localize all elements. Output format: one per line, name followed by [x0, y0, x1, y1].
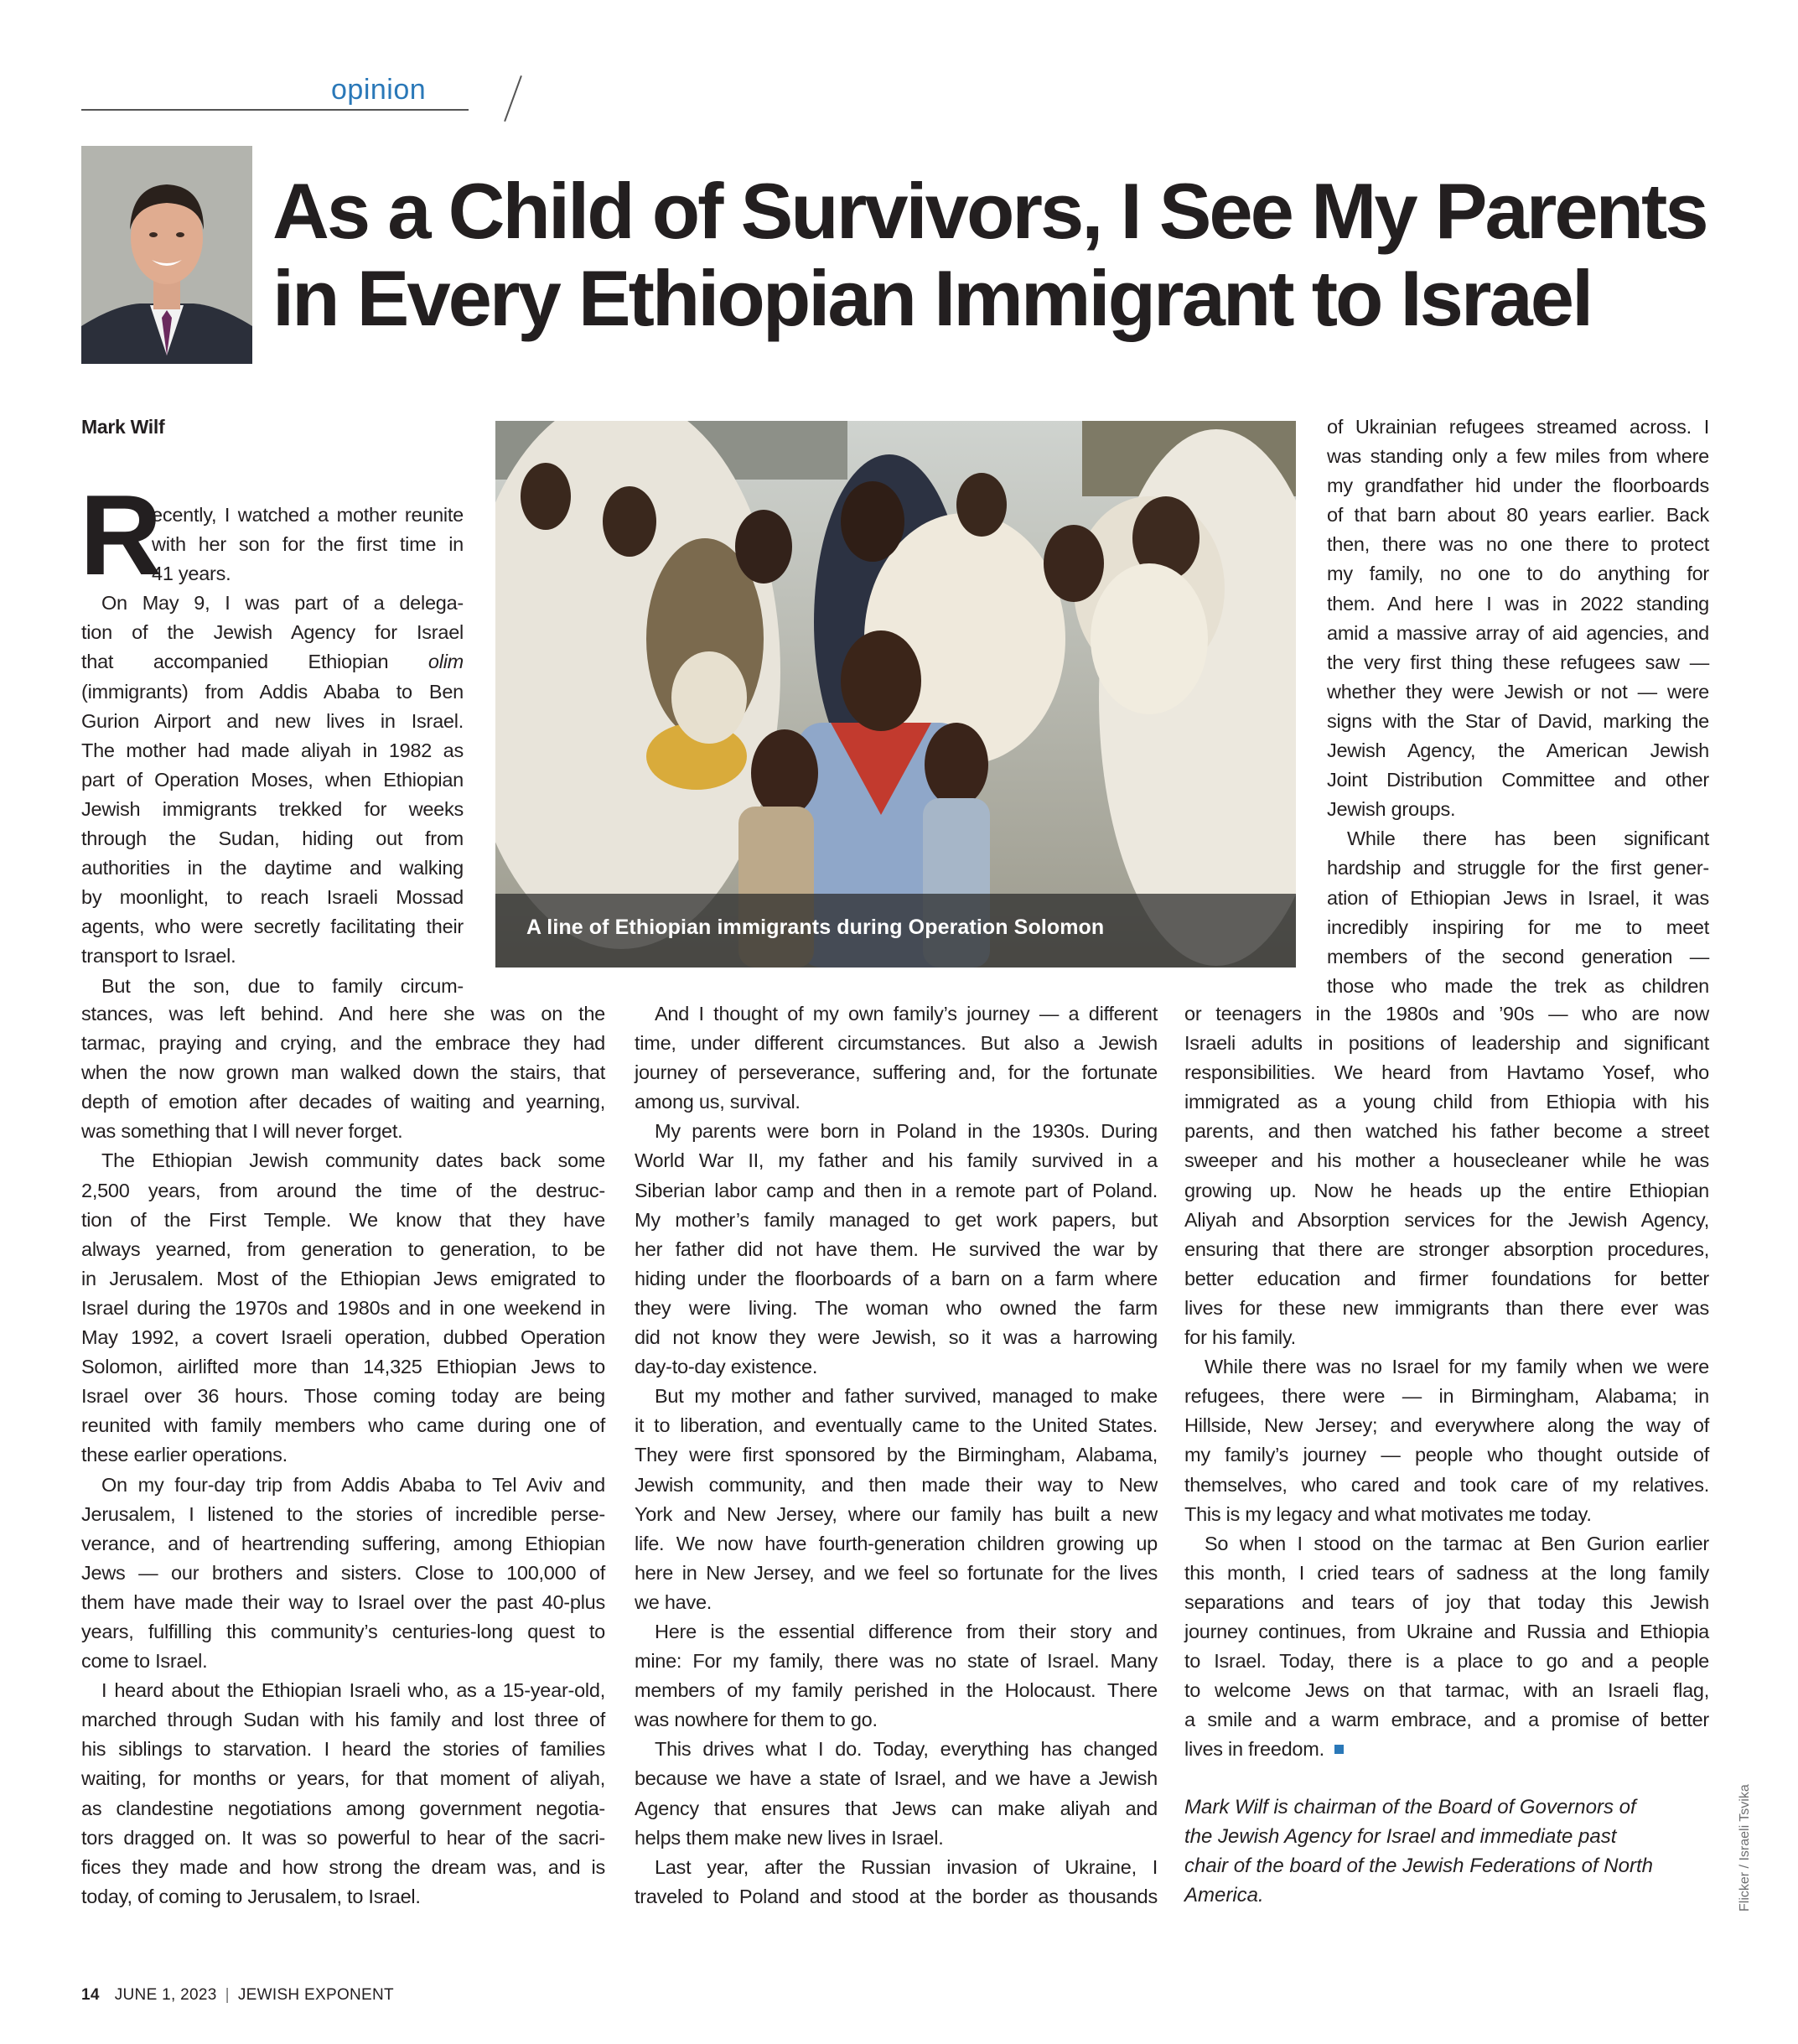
text-line: members of my family perished in the Holocaust. There — [635, 1679, 1158, 1702]
text-line: 2,500 years, from around the time of the destruc- — [81, 1179, 605, 1201]
text-line: sweeper and his mother a housecleaner while he was — [1184, 1149, 1709, 1172]
text-line: come to Israel. — [81, 1650, 208, 1673]
text-line: members of the second generation — — [1327, 945, 1709, 968]
text-line: My mother’s family managed to get work papers, but — [635, 1208, 1158, 1231]
text-line: tion of the Jewish Agency for Israel — [81, 621, 464, 644]
text-line: The Ethiopian Jewish community dates back some — [101, 1149, 605, 1172]
text-line: amid a massive array of aid agencies, and — [1327, 621, 1709, 644]
text-line: this month, I cried tears of sadness at the long family — [1184, 1561, 1709, 1584]
text-line: ensuring that there are stronger absorption procedures, — [1184, 1237, 1709, 1260]
text-line: helps them make new lives in Israel. — [635, 1826, 944, 1849]
section-header — [81, 74, 475, 116]
text-line: refugees, there were — in Birmingham, Alabama; in — [1184, 1385, 1709, 1408]
text-line: parents, and then watched his father become a street — [1184, 1120, 1709, 1143]
text-line: time, under different circumstances. But also a Jewish — [635, 1032, 1158, 1055]
text-line: with her son for the first time in — [152, 533, 464, 556]
photo-credit: Flicker / Israeli Tsvika — [1738, 1784, 1752, 1912]
text-line: as clandestine negotiations among government negotia- — [81, 1797, 605, 1819]
text-line: On May 9, I was part of a delega- — [101, 592, 464, 615]
text-line: On my four-day trip from Addis Ababa to Tel Aviv and — [101, 1473, 605, 1496]
text-line: life. We now have fourth-generation children growing up — [635, 1532, 1158, 1554]
text-line: did not know they were Jewish, so it was a harrowing — [635, 1326, 1158, 1349]
text-line: separations and tears of joy that today this Jewish — [1184, 1590, 1709, 1613]
text-line: stances, was left behind. And here she was on the — [81, 1003, 605, 1025]
text-line: them. And here I was in 2022 standing — [1327, 592, 1709, 615]
text-line: Jewish Agency, the American Jewish — [1327, 739, 1709, 762]
section-slash — [504, 75, 522, 122]
text-line: of Ukrainian refugees streamed across. I — [1327, 416, 1709, 438]
text-line: 41 years. — [152, 563, 231, 585]
text-line: always yearned, from generation to generation, to be — [81, 1237, 605, 1260]
text-line: day-to-day existence. — [635, 1356, 818, 1378]
bio-line: the Jewish Agency for Israel and immediate past — [1184, 1825, 1617, 1849]
column-2 — [635, 999, 1158, 1912]
text-line: Israeli adults in positions of leadership and significant — [1184, 1032, 1709, 1055]
text-line: tors dragged on. It was so powerful to hear of the sacri- — [81, 1826, 605, 1849]
column-1-bottom — [81, 999, 605, 1912]
text-line: my family, no one to do anything for — [1327, 563, 1709, 585]
text-line: Joint Distribution Committee and other — [1327, 769, 1709, 791]
end-mark-icon — [1334, 1745, 1344, 1754]
column-3-top — [1327, 412, 1709, 1001]
article-photo — [495, 421, 1296, 968]
text-line: authorities in the daytime and walking — [81, 857, 464, 879]
text-line: my family’s journey — people who thought outside of — [1184, 1444, 1709, 1466]
text-line: was standing only a few miles from where — [1327, 445, 1709, 468]
text-line: immigrated as a young child from Ethiopia with his — [1184, 1091, 1709, 1113]
text-line: lives for these new immigrants than there ever was — [1184, 1296, 1709, 1319]
text-line: The mother had made aliyah in 1982 as — [81, 739, 464, 761]
text-line: While there was no Israel for my family when we were — [1205, 1356, 1709, 1378]
text-line: to Israel. Today, there is a place to go and a people — [1184, 1650, 1709, 1673]
text-line: his siblings to starvation. I heard the stories of families — [81, 1738, 605, 1761]
byline: Mark Wilf — [81, 416, 165, 438]
text-line: her father did not have them. He survived the war by — [635, 1237, 1158, 1260]
text-line: today, of coming to Jerusalem, to Israel. — [81, 1885, 421, 1907]
bio-line: Mark Wilf is chairman of the Board of Governors of — [1184, 1796, 1636, 1818]
column-1-top — [81, 501, 464, 1001]
text-line: those who made the trek as children — [1327, 974, 1709, 997]
text-line: then, there was no one there to protect — [1327, 533, 1709, 556]
text-line: traveled to Poland and stood at the border as thousands — [635, 1885, 1158, 1907]
text-line: World War II, my father and his family survived in a — [635, 1149, 1158, 1172]
text-line: here in New Jersey, and we feel so fortunate for the lives — [635, 1561, 1158, 1584]
text-line: better education and firmer foundations for better — [1184, 1267, 1709, 1289]
text-line: May 1992, a covert Israeli operation, dubbed Operation — [81, 1326, 605, 1349]
text-line: verance, and of heartrending suffering, among Ethiopian — [81, 1532, 605, 1554]
text-line: marched through Sudan with his family and lost three of — [81, 1709, 605, 1731]
text-line: This is my legacy and what motivates me today. — [1184, 1502, 1592, 1525]
publication-name: JEWISH EXPONENT — [237, 1986, 394, 2004]
text-line: was something that I will never forget. — [81, 1120, 403, 1143]
text-line: my grandfather hid under the floorboards — [1327, 475, 1709, 497]
text-line: because we have a state of Israel, and we have a Jewish — [635, 1767, 1158, 1790]
text-line: Solomon, airlifted more than 14,325 Ethiopian Jews to — [81, 1356, 605, 1378]
text-line: whether they were Jewish or not — were — [1327, 680, 1709, 703]
text-line: or teenagers in the 1980s and ’90s — who are now — [1184, 1003, 1709, 1025]
text-line: Jewish community, and then made their way to New — [635, 1473, 1158, 1496]
photo-caption: A line of Ethiopian immigrants during Operation Solomon — [526, 916, 1105, 939]
text-line: was nowhere for them to go. — [635, 1709, 878, 1731]
caption-bar — [495, 894, 1296, 968]
text-line: growing up. Now he heads up the entire Ethiopian — [1184, 1179, 1709, 1201]
author-headshot — [81, 146, 252, 364]
text-line: This drives what I do. Today, everything has changed — [655, 1738, 1158, 1761]
text-line: ation of Ethiopian Jews in Israel, it was — [1327, 886, 1709, 909]
text-line: Siberian labor camp and then in a remote part of Poland. — [635, 1179, 1158, 1201]
text-line: that accompanied Ethiopian olim — [81, 651, 464, 673]
text-line: Jews — our brothers and sisters. Close to 100,000 of — [81, 1561, 605, 1584]
text-line: But my mother and father survived, managed to make — [655, 1385, 1158, 1408]
text-line: So when I stood on the tarmac at Ben Gurion earlier — [1205, 1532, 1709, 1554]
text-line: journey of perseverance, suffering and, for the fortunate — [635, 1061, 1158, 1084]
text-line: York and New Jersey, where our family has built a new — [635, 1502, 1158, 1525]
text-line: a smile and a warm embrace, and a promise of better — [1184, 1709, 1709, 1731]
text-line: Jerusalem, I listened to the stories of incredible perse- — [81, 1502, 605, 1525]
issue-date: JUNE 1, 2023 — [114, 1986, 217, 2004]
text-line: through the Sudan, hiding out from — [81, 827, 464, 850]
text-line: them have made their way to Israel over the past 40-plus — [81, 1590, 605, 1613]
text-line: waiting, for months or years, for that moment of aliyah, — [81, 1767, 605, 1790]
text-line: Jewish immigrants trekked for weeks — [81, 797, 464, 820]
text-line-end: lives in freedom. — [1184, 1738, 1324, 1761]
text-line: Jewish groups. — [1327, 798, 1456, 821]
text-line: part of Operation Moses, when Ethiopian — [81, 768, 464, 791]
text-line: these earlier operations. — [81, 1444, 288, 1466]
text-line: reunited with family members who came during one of — [81, 1414, 605, 1437]
bio-line: chair of the board of the Jewish Federations of North — [1184, 1855, 1653, 1878]
text-line: responsibilities. We heard from Havtamo Yosef, who — [1184, 1061, 1709, 1084]
text-line: Gurion Airport and new lives in Israel. — [81, 709, 464, 732]
drop-cap: R — [80, 471, 163, 599]
page-footer — [81, 1986, 394, 2005]
section-rule — [81, 109, 469, 111]
text-line: signs with the Star of David, marking the — [1327, 709, 1709, 732]
text-line: (immigrants) from Addis Ababa to Ben — [81, 680, 464, 703]
text-line: fices they made and how strong the dream was, and is — [81, 1855, 605, 1878]
text-line: they were living. The woman who owned the farm — [635, 1296, 1158, 1319]
text-line: ecently, I watched a mother reunite — [152, 504, 464, 526]
text-line: the very first thing these refugees saw — — [1327, 651, 1709, 673]
text-line: among us, survival. — [635, 1091, 801, 1113]
text-line: And I thought of my own family’s journey — a different — [655, 1003, 1158, 1025]
text-line: of that barn about 80 years earlier. Back — [1327, 504, 1709, 527]
text-line: Last year, after the Russian invasion of Ukraine, I — [655, 1855, 1158, 1878]
bio-line: America. — [1184, 1884, 1264, 1907]
text-line: when the now grown man walked down the stairs, that — [81, 1061, 605, 1084]
column-3-bottom — [1184, 999, 1709, 1764]
text-line: Hillside, New Jersey; and everywhere along the way of — [1184, 1414, 1709, 1437]
text-line: Israel during the 1970s and 1980s and in one weekend in — [81, 1296, 605, 1319]
text-line: I heard about the Ethiopian Israeli who, as a 15-year-old, — [101, 1679, 605, 1702]
text-line: Here is the essential difference from their story and — [655, 1620, 1158, 1642]
text-line: But the son, due to family circum- — [101, 974, 464, 997]
author-bio — [1184, 1792, 1704, 1910]
text-line: tion of the First Temple. We know that they have — [81, 1208, 605, 1231]
text-line: Aliyah and Absorption services for the Jewish Agency, — [1184, 1208, 1709, 1231]
footer-separator: | — [225, 1986, 230, 2004]
text-line: My parents were born in Poland in the 1930s. During — [655, 1120, 1158, 1143]
text-line: While there has been significant — [1347, 827, 1709, 850]
text-line: in Jerusalem. Most of the Ethiopian Jews emigrated to — [81, 1267, 605, 1289]
section-label: opinion — [331, 74, 427, 106]
text-line: incredibly inspiring for me to meet — [1327, 916, 1709, 938]
text-line: They were first sponsored by the Birmingham, Alabama, — [635, 1444, 1158, 1466]
text-line: themselves, who cared and took care of my relatives. — [1184, 1473, 1709, 1496]
text-line: to welcome Jews on that tarmac, with an Israeli flag, — [1184, 1679, 1709, 1702]
text-line: depth of emotion after decades of waiting and yearning, — [81, 1091, 605, 1113]
text-line: for his family. — [1184, 1326, 1296, 1349]
text-line: it to liberation, and eventually came to the United States. — [635, 1414, 1158, 1437]
text-line: by moonlight, to reach Israeli Mossad — [81, 886, 464, 909]
headline — [272, 168, 1781, 342]
headline-line-1: As a Child of Survivors, I See My Parents — [272, 167, 1707, 255]
text-line: mine: For my family, there was no state of Israel. Many — [635, 1650, 1158, 1673]
text-line: hiding under the floorboards of a barn on a farm where — [635, 1267, 1158, 1289]
text-line: Israel over 36 hours. Those coming today are being — [81, 1385, 605, 1408]
text-line: years, fulfilling this community’s centuries-long quest to — [81, 1620, 605, 1642]
page-number: 14 — [81, 1986, 100, 2004]
text-line: agents, who were secretly facilitating their — [81, 916, 464, 938]
text-line: Agency that ensures that Jews can make aliyah and — [635, 1797, 1158, 1819]
headline-line-2: in Every Ethiopian Immigrant to Israel — [272, 254, 1592, 342]
text-line: hardship and struggle for the first gener- — [1327, 857, 1709, 879]
photo-image — [495, 421, 1296, 968]
text-line: tarmac, praying and crying, and the embrace they had — [81, 1032, 605, 1055]
text-line — [1184, 1735, 1709, 1764]
text-line: we have. — [635, 1590, 712, 1613]
text-line: journey continues, from Ukraine and Russia and Ethiopia — [1184, 1620, 1709, 1642]
text-line: transport to Israel. — [81, 945, 236, 968]
